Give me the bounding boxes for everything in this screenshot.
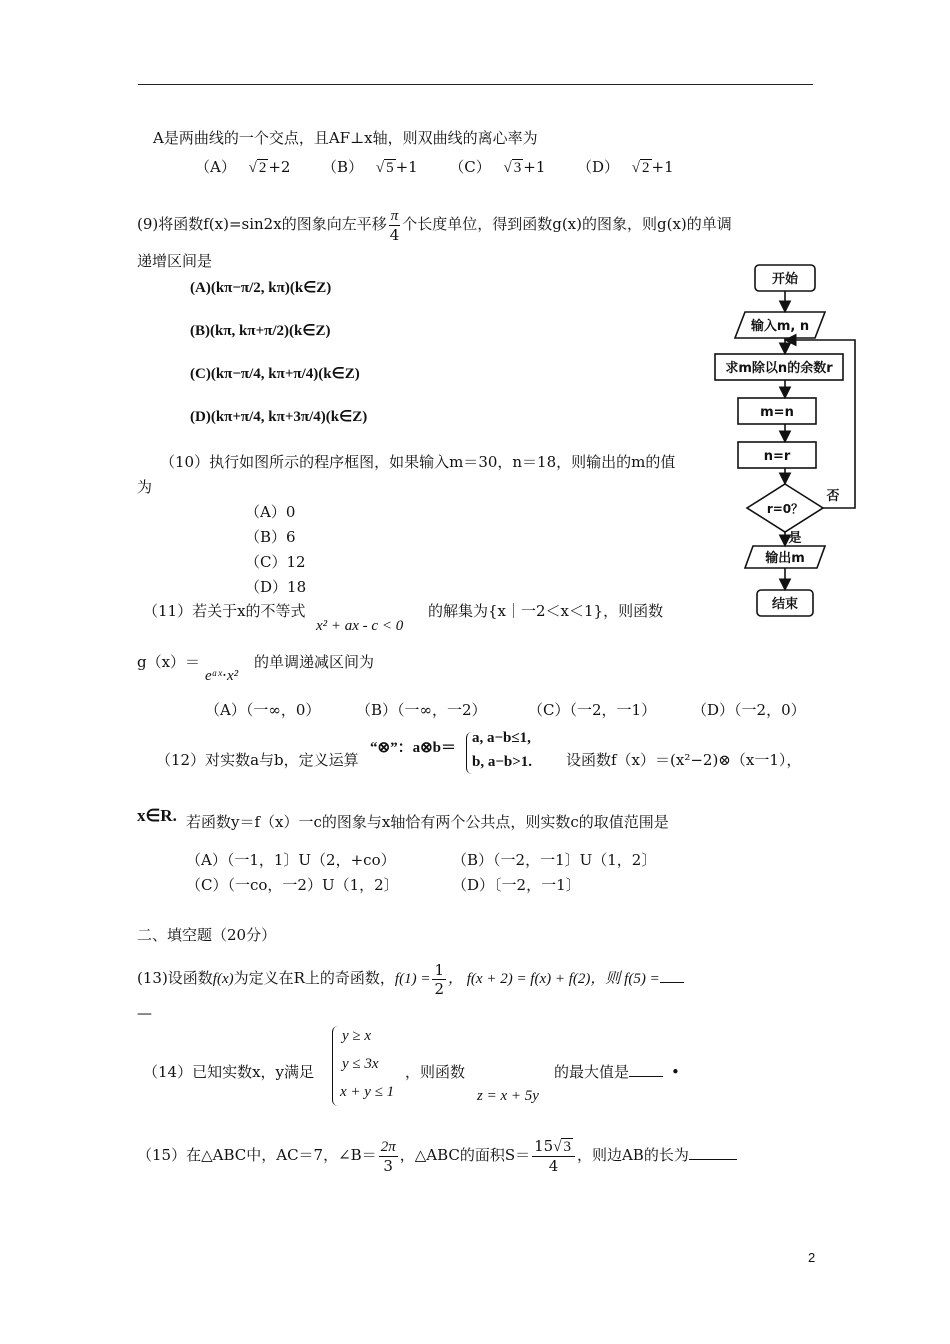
q8-options xyxy=(195,157,674,178)
q13-tail: — xyxy=(137,1004,152,1022)
q11-option-c: （C）（一2，一1） xyxy=(528,701,657,719)
program-flowchart xyxy=(705,260,875,630)
page-number: 2 xyxy=(808,1250,816,1265)
q13-fraction: $\frac{1}{2}$ xyxy=(434,960,444,998)
q12-case2: b, a−b>1. xyxy=(472,754,533,770)
flow-input-label: 输入m, n xyxy=(750,319,810,334)
q8-option-d: （D） √ 2 +1 xyxy=(576,158,674,176)
q11-inequality: x² + ax - c < 0 xyxy=(316,618,404,634)
q8-option-a: （A） √ 2 +2 xyxy=(195,158,291,176)
q15-stem: （15）在△ABC中，AC＝7，∠B＝ $\frac{2\pi}{3}$ ，△ABC的面积S＝ $\frac{15√ 3}{4}$ ，则边AB的长为 xyxy=(137,1130,737,1180)
section-title: 二、填空题（20分） xyxy=(137,926,277,944)
q14-stem-b: ，则函数 xyxy=(405,1063,466,1081)
q14-brace xyxy=(332,1026,339,1106)
q11-g-tail: 的单调递减区间为 xyxy=(254,653,375,671)
q10-option-a: （A）0 xyxy=(245,503,296,521)
q9-fraction: $\frac{\pi}{4}$ xyxy=(389,207,400,244)
q9-option-b: (B)(kπ, kπ+π/2)(k∈Z) xyxy=(190,323,331,339)
header-rule xyxy=(138,84,813,85)
q9-option-d: (D)(kπ+π/4, kπ+3π/4)(k∈Z) xyxy=(190,409,368,425)
q12-option-c: （C）（一co，一2）U（1，2〕 xyxy=(186,876,399,894)
q12-option-a: （A）（一1，1〕U（2，+co） xyxy=(186,851,396,869)
flow-assign-m-label: m=n xyxy=(760,405,794,420)
flow-yes-label: 是 xyxy=(788,531,802,546)
q14-objective: z = x + 5y xyxy=(477,1088,539,1104)
q12-option-d: （D）〔一2，一1〕 xyxy=(452,876,581,894)
q12-stem-b: 设函数f（x）＝(x²−2)⊗（x一1）， xyxy=(566,751,802,769)
q15-area-fraction: $\frac{15√ 3}{4}$ xyxy=(532,1137,575,1175)
flow-start-label: 开始 xyxy=(771,272,799,287)
q8-option-c: （C） √ 3 +1 xyxy=(449,158,546,176)
q14-constraint-1: y ≥ x xyxy=(342,1028,372,1044)
q10-option-c: （C）12 xyxy=(245,553,306,571)
q11-g-label: g（x）＝ xyxy=(137,653,201,671)
q12-case1: a, a−b≤1, xyxy=(472,730,531,746)
q12-stem-c: 若函数y＝f（x）一c的图象与x轴恰有两个公共点，则实数c的取值范围是 xyxy=(186,813,669,831)
q14-constraint-2: y ≤ 3x xyxy=(342,1056,379,1072)
q11-g-expression: eᵃˣ⋅x² xyxy=(205,668,239,684)
q9-stem-line2: 递增区间是 xyxy=(137,252,213,270)
q9-option-a: (A)(kπ−π/2, kπ)(k∈Z) xyxy=(190,280,332,296)
q8-stem: A是两曲线的一个交点，且AF⊥x轴，则双曲线的离心率为 xyxy=(153,129,538,147)
q11-option-b: （B）（一∞，一2） xyxy=(356,701,487,719)
q11-stem-a: （11）若关于x的不等式 xyxy=(143,602,306,620)
q11-option-a: （A）（一∞，0） xyxy=(205,701,321,719)
q9-option-c: (C)(kπ−π/4, kπ+π/4)(k∈Z) xyxy=(190,366,360,382)
q8-option-b: （B） √ 5 +1 xyxy=(322,158,418,176)
q12-operator-def: “⊗”：a⊗b＝ xyxy=(370,740,456,756)
flow-decision-label: r=0？ xyxy=(766,502,804,516)
q14-stem-c: 的最大值是 • xyxy=(554,1063,680,1081)
q11-stem-b: 的解集为{x｜一2＜x＜1}，则函数 xyxy=(428,602,664,620)
flow-output-label: 输出m xyxy=(765,551,805,566)
q12-domain: x∈R. xyxy=(137,806,177,825)
q10-stem: （10）执行如图所示的程序框图，如果输入m＝30，n＝18，则输出的m的值 xyxy=(160,453,676,471)
flow-remainder-label: 求m除以n的余数r xyxy=(725,361,833,376)
q10-stem-line2: 为 xyxy=(137,478,153,496)
q13-stem: (13)设函数f(x)为定义在R上的奇函数，f(1) = $\frac{1}{2}$ ， f(x + 2) = f(x) + f(2)，则 f(5) = xyxy=(137,958,684,999)
q10-option-b: （B）6 xyxy=(245,528,296,546)
q10-option-d: （D）18 xyxy=(245,578,307,596)
q15-angle-fraction: $\frac{2\pi}{3}$ xyxy=(380,1138,396,1175)
flow-no-label: 否 xyxy=(826,489,840,504)
q14-constraint-3: x + y ≤ 1 xyxy=(340,1084,395,1100)
q11-option-d: （D）（一2，0） xyxy=(692,701,806,719)
flow-assign-n-label: n=r xyxy=(763,449,791,464)
q12-option-b: （B）（一2，一1〕U（1，2〕 xyxy=(452,851,657,869)
q12-stem-a: （12）对实数a与b，定义运算 xyxy=(156,751,359,769)
q9-stem: (9)将函数f(x)=sin2x的图象向左平移 $\frac{\pi}{4}$ 个长度单位，得到函数g(x)的图象，则g(x)的单调 xyxy=(137,207,732,244)
q14-stem-a: （14）已知实数x，y满足 xyxy=(143,1063,315,1081)
flow-end-label: 结束 xyxy=(771,597,799,612)
